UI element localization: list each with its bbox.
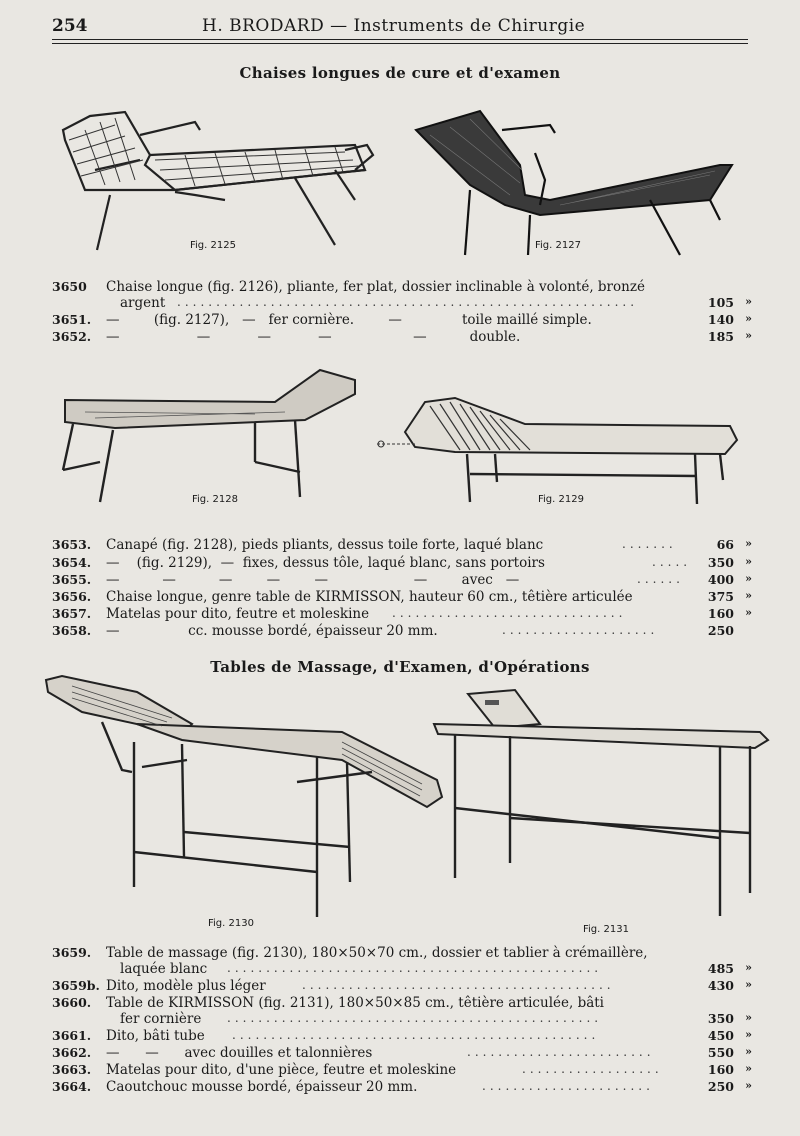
- massage-table-illustration: [42, 672, 452, 922]
- item-number: 3658.: [52, 623, 92, 638]
- item-price: 350: [707, 1011, 734, 1026]
- list-item: [52, 589, 752, 607]
- item-number: 3660.: [52, 995, 92, 1010]
- list-item: [52, 1028, 752, 1046]
- item-price-mark: »: [745, 1028, 752, 1041]
- item-price: 550: [707, 1045, 734, 1060]
- item-description: Dito, modèle plus léger: [106, 978, 266, 994]
- item-description: Matelas pour dito, d'une pièce, feutre et moleskine: [106, 1062, 457, 1078]
- item-number: 3662.: [52, 1045, 92, 1060]
- item-number: 3653.: [52, 537, 92, 552]
- item-price-mark: »: [745, 589, 752, 602]
- item-description: — — — — — double.: [106, 329, 521, 345]
- item-number: 3652.: [52, 329, 92, 344]
- item-description: — cc. mousse bordé, épaisseur 20 mm.: [106, 623, 438, 639]
- item-price-mark: »: [745, 606, 752, 619]
- item-price-mark: »: [745, 1079, 752, 1092]
- item-description-continued: argent: [120, 295, 166, 311]
- leader-dots: ................................................: [227, 1011, 603, 1025]
- item-price-mark: »: [745, 312, 752, 325]
- item-description-continued: fer cornière: [120, 1011, 202, 1027]
- leader-dots: ...............................................: [232, 1028, 600, 1042]
- leader-dots: ........................................: [302, 978, 615, 992]
- list-item: [52, 329, 752, 347]
- list-item: [52, 572, 752, 590]
- item-price-mark: »: [745, 555, 752, 568]
- item-price-mark: »: [745, 1011, 752, 1024]
- item-price: 140: [707, 312, 734, 327]
- item-price-mark: »: [745, 961, 752, 974]
- item-price: 185: [707, 329, 734, 344]
- leader-dots: ........................: [467, 1045, 655, 1059]
- kirmisson-table-illustration: [430, 688, 775, 928]
- fig-caption-2127: Fig. 2127: [535, 240, 581, 251]
- item-number: 3659b.: [52, 978, 100, 993]
- list-item: [52, 295, 752, 313]
- item-description: Canapé (fig. 2128), pieds pliants, dessus toile forte, laqué blanc: [106, 537, 544, 553]
- list-item: [52, 537, 752, 555]
- item-price-mark: »: [745, 537, 752, 550]
- item-number: 3659.: [52, 945, 92, 960]
- item-description: Matelas pour dito, feutre et moleskine: [106, 606, 370, 622]
- item-number: 3656.: [52, 589, 92, 604]
- item-price: 250: [707, 623, 734, 638]
- item-number: 3655.: [52, 572, 92, 587]
- page-header: [52, 14, 748, 40]
- item-description-continued: laquée blanc: [120, 961, 208, 977]
- fig-caption-2129: Fig. 2129: [538, 494, 584, 505]
- chaise-longue-wire-illustration: [55, 100, 375, 260]
- item-price-mark: »: [745, 978, 752, 991]
- page-number: 254: [52, 16, 88, 36]
- item-price: 160: [707, 606, 734, 621]
- list-item: [52, 606, 752, 624]
- leader-dots: ..................: [522, 1062, 663, 1076]
- leader-dots: ...........................................................: [177, 295, 639, 309]
- item-description: Table de KIRMISSON (fig. 2131), 180×50×85 cm., têtière articulée, bâti: [106, 995, 605, 1011]
- list-item: [52, 1079, 752, 1097]
- item-number: 3651.: [52, 312, 92, 327]
- folding-couch-illustration: [55, 362, 365, 512]
- item-price: 160: [707, 1062, 734, 1077]
- item-price: 375: [707, 589, 734, 604]
- list-item: [52, 555, 752, 573]
- item-description: — (fig. 2129), — fixes, dessus tôle, laqué blanc, sans portoirs: [106, 555, 545, 571]
- item-description: Dito, bâti tube: [106, 1028, 205, 1044]
- item-number: 3650: [52, 279, 87, 294]
- item-description: Chaise longue, genre table de KIRMISSON, hauteur 60 cm., têtière articulée: [106, 589, 633, 605]
- item-price-mark: »: [745, 572, 752, 585]
- list-item: [52, 1062, 752, 1080]
- header-rule: [52, 39, 748, 44]
- leader-dots: ......................: [482, 1079, 654, 1093]
- item-price: 350: [707, 555, 734, 570]
- page-title: H. BRODARD — Instruments de Chirurgie: [202, 16, 586, 36]
- section-title-tables: Tables de Massage, d'Examen, d'Opérations: [210, 658, 590, 676]
- item-number: 3661.: [52, 1028, 92, 1043]
- leader-dots: .......: [622, 537, 677, 551]
- fig-caption-2125: Fig. 2125: [190, 240, 236, 251]
- item-price-mark: »: [745, 1062, 752, 1075]
- list-item: [52, 1011, 752, 1029]
- leader-dots: ......: [637, 572, 684, 586]
- item-description: Caoutchouc mousse bordé, épaisseur 20 mm.: [106, 1079, 418, 1095]
- item-price: 66: [716, 537, 734, 552]
- item-number: 3657.: [52, 606, 92, 621]
- list-item: [52, 961, 752, 979]
- item-number: 3664.: [52, 1079, 92, 1094]
- item-description: — (fig. 2127), — fer cornière. — toile maillé simple.: [106, 312, 592, 328]
- item-price-mark: »: [745, 1045, 752, 1058]
- item-price: 450: [707, 1028, 734, 1043]
- fig-caption-2128: Fig. 2128: [192, 494, 238, 505]
- list-item: [52, 978, 752, 996]
- fig-caption-2130: Fig. 2130: [208, 918, 254, 929]
- item-price: 105: [707, 295, 734, 310]
- item-price: 400: [707, 572, 734, 587]
- item-number: 3663.: [52, 1062, 92, 1077]
- item-price: 250: [707, 1079, 734, 1094]
- list-item: [52, 312, 752, 330]
- list-item: [52, 623, 752, 641]
- item-price: 485: [707, 961, 734, 976]
- leader-dots: ....................: [502, 623, 659, 637]
- item-description: — — avec douilles et talonnières: [106, 1045, 373, 1061]
- item-description: — — — — — — avec —: [106, 572, 520, 588]
- item-description: Chaise longue (fig. 2126), pliante, fer plat, dossier inclinable à volonté, bronzé: [106, 279, 645, 295]
- leader-dots: .....: [652, 555, 692, 569]
- item-price: 430: [707, 978, 734, 993]
- fig-caption-2131: Fig. 2131: [583, 924, 629, 935]
- list-item: [52, 1045, 752, 1063]
- leader-dots: ..............................: [392, 606, 627, 620]
- item-price-mark: »: [745, 329, 752, 342]
- item-number: 3654.: [52, 555, 92, 570]
- item-description: Table de massage (fig. 2130), 180×50×70 cm., dossier et tablier à crémaillère,: [106, 945, 648, 961]
- item-price-mark: »: [745, 295, 752, 308]
- section-title-chaises: Chaises longues de cure et d'examen: [239, 64, 561, 82]
- leader-dots: ................................................: [227, 961, 603, 975]
